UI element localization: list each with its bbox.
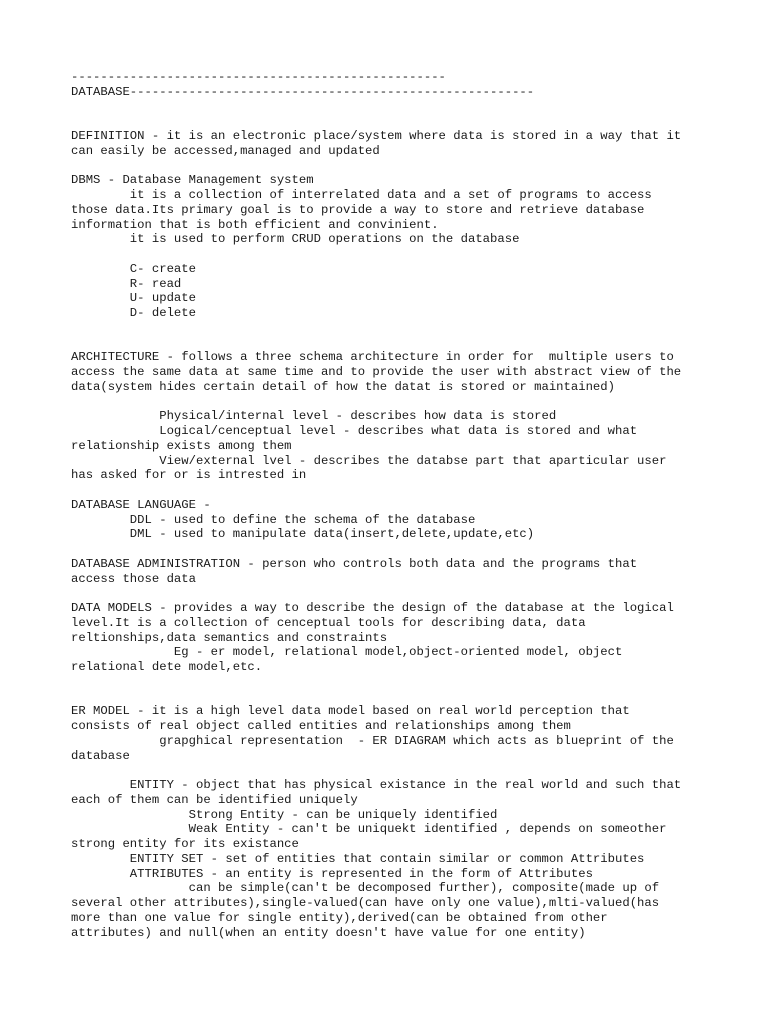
document-line: ER MODEL - it is a high level data model based on real world perception that <box>71 704 630 719</box>
document-line: ATTRIBUTES - an entity is represented in the form of Attributes <box>71 866 593 881</box>
document-line: relationship exists among them <box>71 438 292 453</box>
document-line: each of them can be identified uniquely <box>71 792 358 807</box>
document-line: View/external lvel - describes the databse part that aparticular user <box>71 453 667 468</box>
document-line <box>71 321 681 336</box>
document-line <box>71 542 681 557</box>
document-line: DML - used to manipulate data(insert,delete,update,etc) <box>71 527 535 542</box>
document-line: Logical/cenceptual level - describes what data is stored and what <box>71 424 638 438</box>
document-line: DBMS - Database Management system <box>71 173 314 188</box>
document-line: reltionships,data semantics and constraints <box>71 630 388 645</box>
document-line: consists of real object called entities and relationships among them <box>71 719 571 733</box>
document-line <box>71 114 681 129</box>
document-line: strong entity for its existance <box>71 837 299 851</box>
document-line: ENTITY SET - set of entities that contain similar or common Attributes <box>71 851 645 866</box>
document-line: attributes) and null(when an entity doesn't have value for one entity) <box>71 925 586 940</box>
document-line: ARCHITECTURE - follows a three schema architecture in order for multiple users to <box>71 350 674 365</box>
document-line <box>71 675 681 690</box>
document-line: access those data <box>71 571 196 586</box>
document-line: U- update <box>71 291 196 306</box>
document-line: D- delete <box>71 306 196 320</box>
document-line <box>71 100 681 115</box>
document-line: can easily be accessed,managed and updated <box>71 143 380 158</box>
document-line: those data.Its primary goal is to provide a way to store and retrieve database <box>71 202 645 217</box>
document-line: Strong Entity - can be uniquely identified <box>71 807 498 822</box>
document-line: has asked for or is intrested in <box>71 468 307 483</box>
document-line <box>71 336 681 351</box>
document-line <box>71 395 681 410</box>
document-line <box>71 247 681 262</box>
document-line: it is a collection of interrelated data and a set of programs to access <box>71 188 652 202</box>
document-line: grapghical representation - ER DIAGRAM which acts as blueprint of the <box>71 733 674 748</box>
document-line: information that is both efficient and convinient. <box>71 217 439 232</box>
document-line: data(system hides certain detail of how the datat is stored or maintained) <box>71 379 615 394</box>
document-line: DATABASE ADMINISTRATION - person who controls both data and the programs that <box>71 556 638 571</box>
document-line: more than one value for single entity),derived(can be obtained from other <box>71 910 608 925</box>
document-line <box>71 586 681 601</box>
document-line <box>71 159 681 174</box>
document-line: level.It is a collection of cenceptual tools for describing data, data <box>71 615 586 630</box>
document-line: DATA MODELS - provides a way to describe the design of the database at the logical <box>71 601 674 615</box>
document-line <box>71 690 681 705</box>
document-line: relational dete model,etc. <box>71 660 263 674</box>
document-line: database <box>71 748 130 763</box>
document-line: R- read <box>71 276 182 291</box>
document-line: Weak Entity - can't be uniquekt identified , depends on someother <box>71 822 667 837</box>
document-line: access the same data at same time and to provide the user with abstract view of the <box>71 365 682 379</box>
document-line: DEFINITION - it is an electronic place/system where data is stored in a way that it <box>71 129 682 143</box>
document-line: can be simple(can't be decomposed further), composite(made up of <box>71 881 660 896</box>
document-line: ENTITY - object that has physical existance in the real world and such that <box>71 778 682 792</box>
document-line: several other attributes),single-valued(can have only one value),mlti-valued(has <box>71 896 660 910</box>
document-text <box>71 70 681 940</box>
document-line: it is used to perform CRUD operations on the database <box>71 232 520 247</box>
document-line: C- create <box>71 261 196 276</box>
document-line: Physical/internal level - describes how data is stored <box>71 409 557 424</box>
document-line: --------------------------------------------------- <box>71 70 446 84</box>
document-line: DDL - used to define the schema of the database <box>71 512 476 527</box>
document-line: Eg - er model, relational model,object-oriented model, object <box>71 645 623 660</box>
document-line <box>71 483 681 498</box>
document-line: DATABASE------------------------------------------------------- <box>71 84 535 99</box>
document-line <box>71 763 681 778</box>
document-line: DATABASE LANGUAGE - <box>71 497 211 512</box>
